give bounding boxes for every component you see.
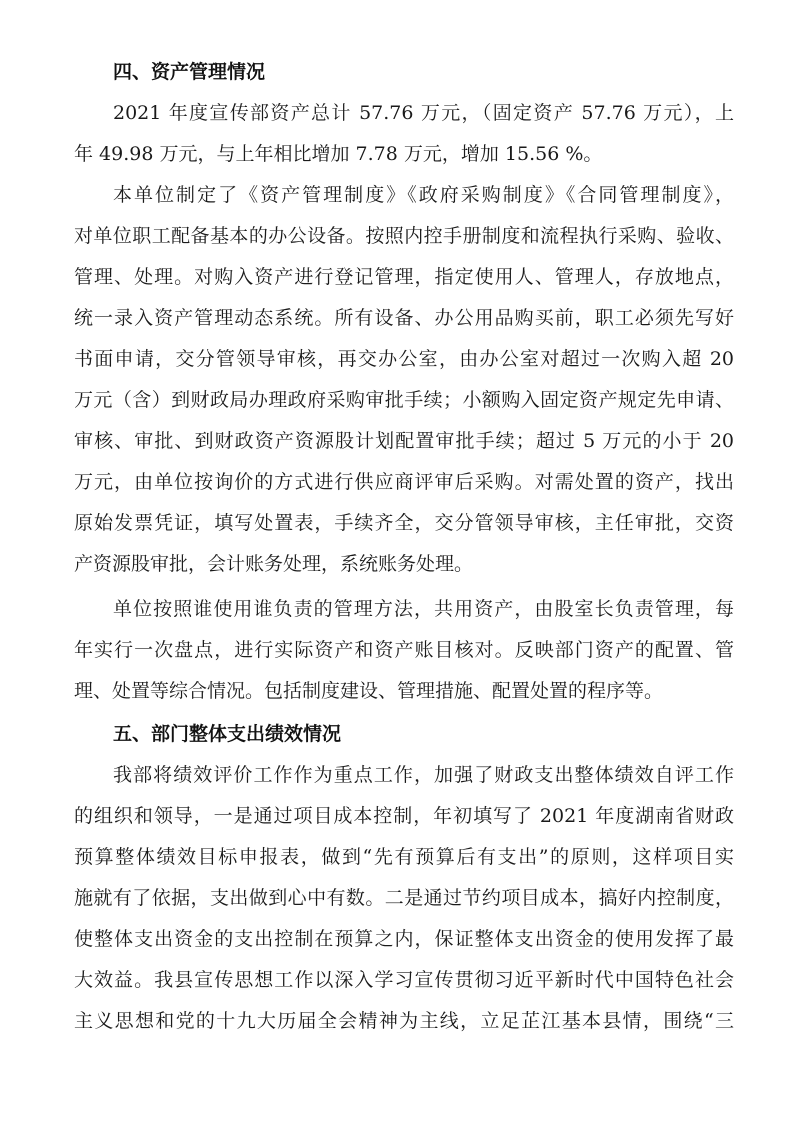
section-heading-asset-management: 四、资产管理情况 [113, 61, 266, 83]
paragraph-line: 单位按照谁使用谁负责的管理方法，共用资产，由股室长负责管理，每 [113, 598, 734, 620]
paragraph-line: 万元（含）到财政局办理政府采购审批手续；小额购入固定资产规定先申请、 [74, 389, 734, 411]
paragraph-line: 万元，由单位按询价的方式进行供应商评审后采购。对需处置的资产，找出 [74, 471, 734, 493]
paragraph-line: 年 49.98 万元，与上年相比增加 7.78 万元，增加 15.56 %。 [74, 143, 603, 165]
paragraph-line: 预算整体绩效目标申报表，做到“先有预算后有支出”的原则，这样项目实 [74, 846, 734, 868]
paragraph-line: 本单位制定了《资产管理制度》《政府采购制度》《合同管理制度》， [113, 184, 734, 206]
paragraph-line: 施就有了依据，支出做到心中有数。二是通过节约项目成本，搞好内控制度， [74, 887, 734, 909]
paragraph-line: 2021 年度宣传部资产总计 57.76 万元，（固定资产 57.76 万元），上 [113, 102, 734, 124]
paragraph-line: 原始发票凭证，填写处置表，手续齐全，交分管领导审核，主任审批，交资 [74, 512, 734, 534]
paragraph-line: 年实行一次盘点，进行实际资产和资产账目核对。反映部门资产的配置、管 [74, 639, 734, 661]
paragraph-line: 对单位职工配备基本的办公设备。按照内控手册制度和流程执行采购、验收、 [74, 225, 734, 247]
paragraph-line: 我部将绩效评价工作作为重点工作，加强了财政支出整体绩效自评工作 [113, 764, 734, 786]
paragraph-line: 审核、审批、到财政资产资源股计划配置审批手续；超过 5 万元的小于 20 [74, 430, 734, 452]
section-heading-overall-expenditure-performance: 五、部门整体支出绩效情况 [113, 723, 342, 745]
paragraph-line: 使整体支出资金的支出控制在预算之内，保证整体支出资金的使用发挥了最 [74, 928, 734, 950]
paragraph-line: 大效益。我县宣传思想工作以深入学习宣传贯彻习近平新时代中国特色社会 [74, 969, 734, 991]
paragraph-line: 产资源股审批，会计账务处理，系统账务处理。 [74, 553, 474, 575]
paragraph-line: 管理、处理。对购入资产进行登记管理，指定使用人、管理人，存放地点， [74, 266, 734, 288]
paragraph-line: 统一录入资产管理动态系统。所有设备、办公用品购买前，职工必须先写好 [74, 307, 734, 329]
paragraph-line: 主义思想和党的十九大历届全会精神为主线，立足芷江基本县情，围绕“三 [74, 1010, 734, 1032]
paragraph-line: 理、处置等综合情况。包括制度建设、管理措施、配置处置的程序等。 [74, 680, 664, 702]
paragraph-line: 书面申请，交分管领导审核，再交办公室，由办公室对超过一次购入超 20 [74, 348, 734, 370]
paragraph-line: 的组织和领导，一是通过项目成本控制，年初填写了 2021 年度湖南省财政 [74, 805, 734, 827]
